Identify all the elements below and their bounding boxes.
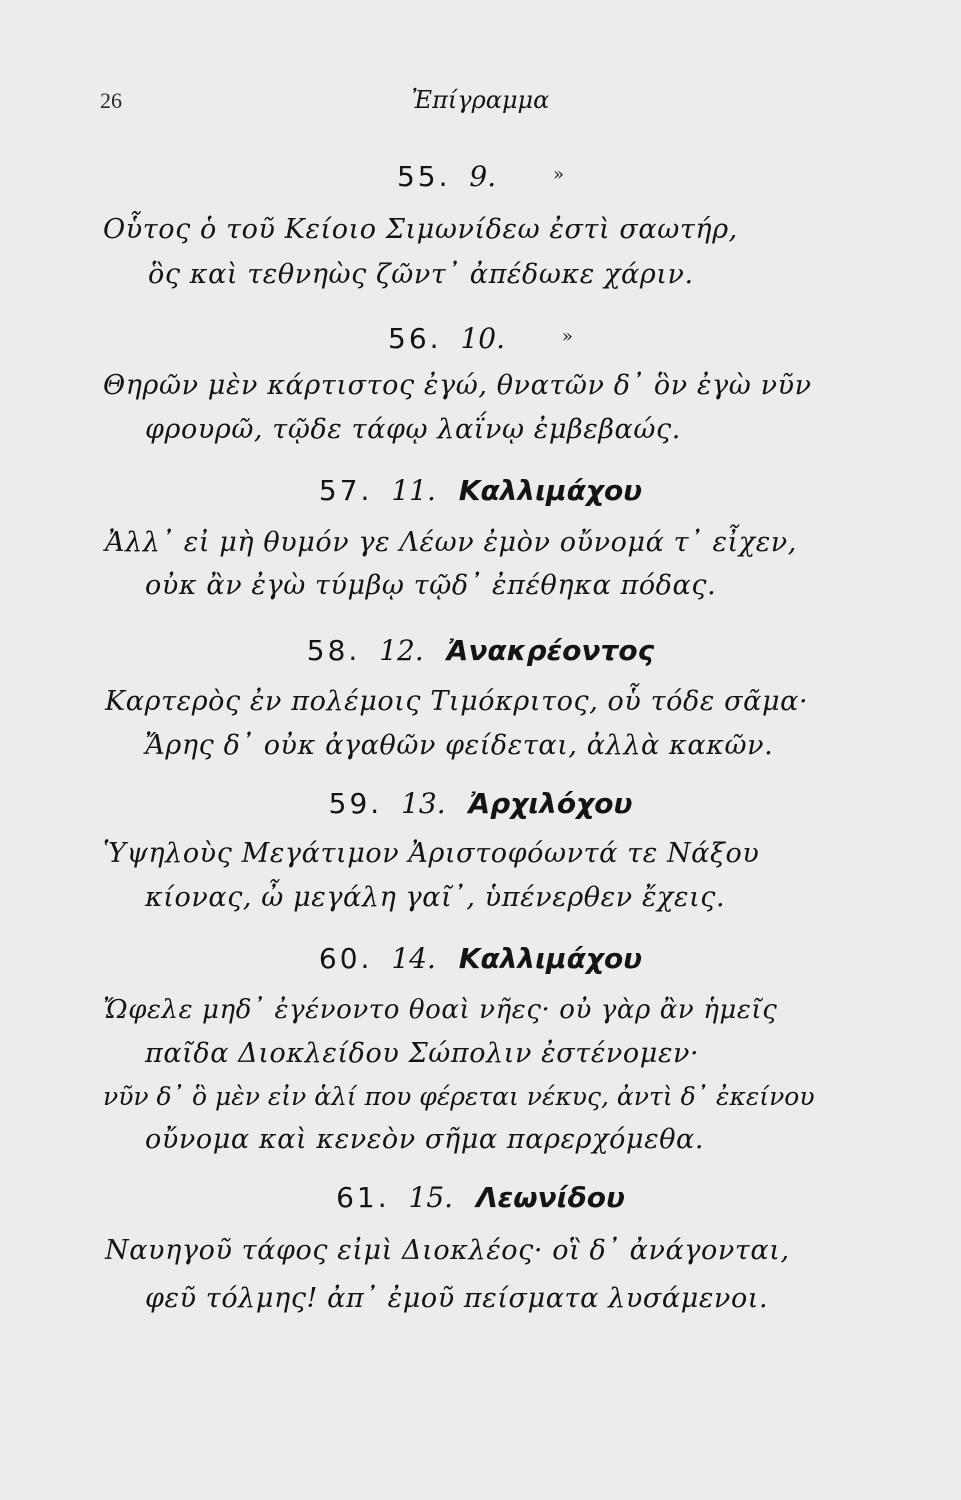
epigram-number: 55. [396, 160, 451, 193]
running-head-title: Ἐπίγραμμα [411, 86, 550, 114]
epigram-number: 56. [388, 322, 442, 355]
verse-line: Ἄρης δ᾽ οὐκ ἀγαθῶν φείδεται, ἀλλὰ κακῶν. [145, 730, 774, 761]
verse-line: οὔνομα καὶ κενεὸν σῆμα παρερχόμεθα. [145, 1124, 705, 1155]
epigram-subnumber: 14. [391, 942, 436, 975]
epigram-author: Ἀνακρέοντος [446, 634, 655, 667]
verse-line: Ὤφελε μηδ᾽ ἐγένοντο θοαὶ νῆες· οὐ γὰρ ἂν ἡμεῖς [103, 995, 778, 1025]
page-number: 26 [100, 88, 122, 113]
verse-line: κίονας, ὦ μεγάλη γαῖ᾽, ὑπένερθεν ἔχεις. [145, 882, 726, 913]
verse-line: παῖδα Διοκλείδου Σώπολιν ἐστένομεν· [145, 1038, 700, 1069]
verse-line: Οὗτος ὁ τοῦ Κείοιο Σιμωνίδεω ἐστὶ σαωτήρ, [103, 214, 738, 245]
epigram-number: 59. [328, 787, 383, 820]
verse-line: νῦν δ᾽ ὃ μὲν εἰν ἁλί που φέρεται νέκυς, ἀντὶ δ᾽ ἐκείνου [103, 1082, 815, 1111]
epigram-subnumber: 10. [460, 322, 506, 355]
epigram-author: Καλλιμάχου [458, 474, 643, 507]
epigram-number: 60. [318, 942, 373, 975]
epigram-subnumber: 13. [401, 787, 446, 820]
epigram-heading [0, 1181, 961, 1214]
verse-line: Καρτερὸς ἐν πολέμοις Τιμόκριτος, οὗ τόδε σᾶμα· [105, 686, 809, 717]
epigram-heading [0, 160, 961, 193]
verse-line: φρουρῶ, τῷδε τάφῳ λαΐνῳ ἐμβεβαώς. [145, 414, 681, 445]
verse-line: φεῦ τόλμης! ἀπ᾽ ἐμοῦ πείσματα λυσάμενοι. [145, 1283, 769, 1314]
epigram-heading [0, 322, 961, 355]
epigram-subnumber: 9. [469, 160, 497, 193]
epigram-heading [0, 634, 961, 667]
epigram-heading [0, 474, 961, 507]
epigram-heading [0, 942, 961, 975]
verse-line: Ἀλλ᾽ εἰ μὴ θυμόν γε Λέων ἐμὸν οὔνομά τ᾽ εἶχεν, [105, 527, 797, 558]
epigram-number: 58. [306, 634, 361, 667]
ditto-mark: » [561, 326, 573, 347]
epigram-subnumber: 12. [379, 634, 424, 667]
epigram-heading [0, 787, 961, 820]
verse-line: οὐκ ἂν ἐγὼ τύμβῳ τῷδ᾽ ἐπέθηκα πόδας. [145, 570, 717, 601]
epigram-subnumber: 15. [408, 1181, 454, 1214]
verse-line: Θηρῶν μὲν κάρτιστος ἐγώ, θνατῶν δ᾽ ὃν ἐγὼ νῦν [103, 370, 812, 401]
epigram-number: 57. [318, 474, 373, 507]
epigram-number: 61. [336, 1181, 390, 1214]
epigram-author: Καλλιμάχου [458, 942, 643, 975]
epigram-author: Ἀρχιλόχου [468, 787, 633, 820]
verse-line: Ναυηγοῦ τάφος εἰμὶ Διοκλέος· οἳ δ᾽ ἀνάγονται, [105, 1235, 790, 1266]
ditto-mark: » [553, 164, 565, 185]
epigram-author: Λεωνίδου [475, 1181, 625, 1214]
verse-line: Ὑψηλοὺς Μεγάτιμον Ἀριστοφόωντά τε Νάξου [103, 838, 760, 869]
verse-line: ὃς καὶ τεθνηὼς ζῶντ᾽ ἀπέδωκε χάριν. [148, 259, 694, 290]
epigram-subnumber: 11. [391, 474, 436, 507]
